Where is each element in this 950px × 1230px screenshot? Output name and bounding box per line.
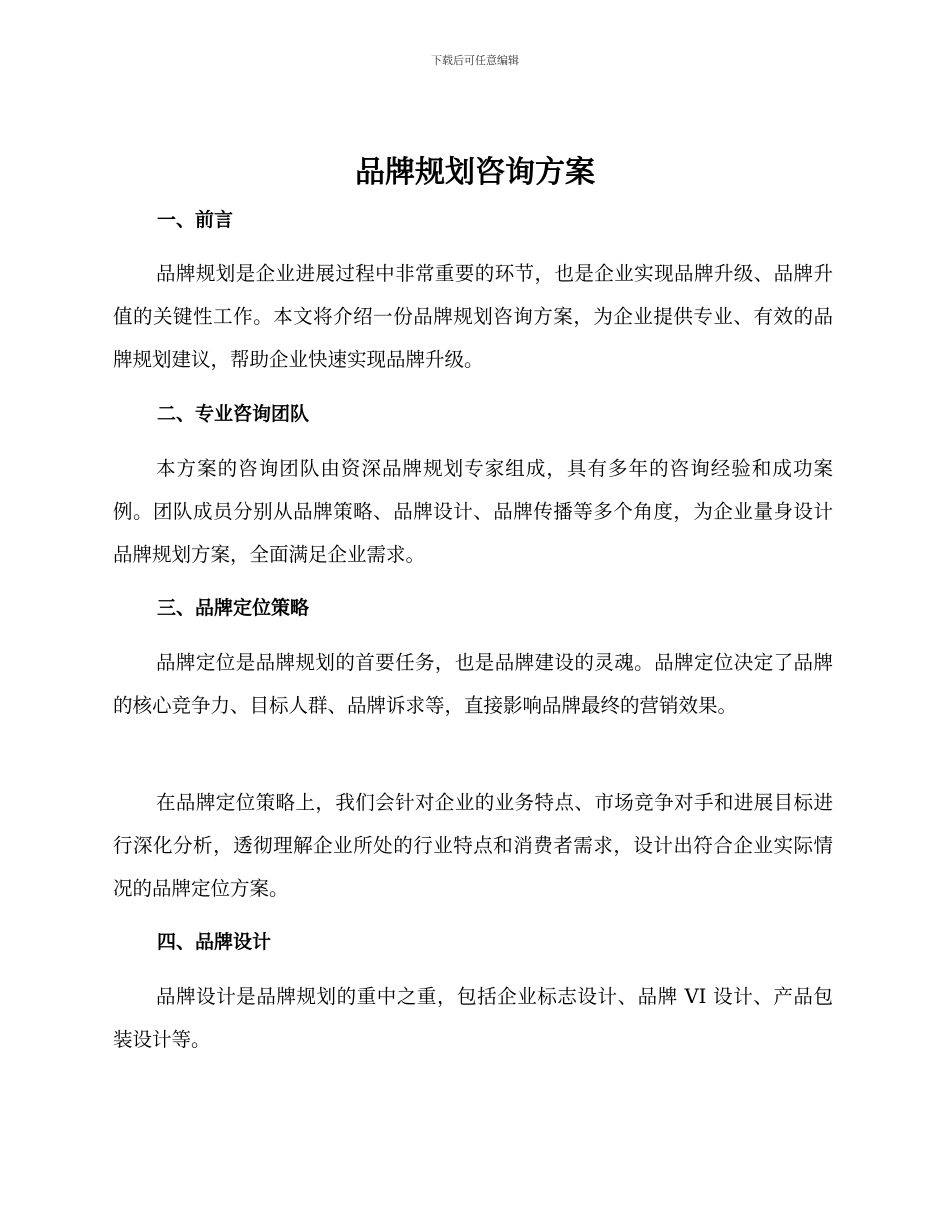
paragraph-brand-positioning-1: 品牌定位是品牌规划的首要任务，也是品牌建设的灵魂。品牌定位决定了品牌的核心竞争力、目标人群、品牌诉求等，直接影响品牌最终的营销效果。 <box>113 651 833 717</box>
paragraph-brand-design: 品牌设计是品牌规划的重中之重，包括企业标志设计、品牌 VI 设计、产品包装设计等。 <box>113 985 833 1051</box>
page-header-note: 下载后可任意编辑 <box>431 54 519 67</box>
document-title: 品牌规划咨询方案 <box>355 155 595 190</box>
paragraph-consulting-team: 本方案的咨询团队由资深品牌规划专家组成，具有多年的咨询经验和成功案例。团队成员分别从品牌策略、品牌设计、品牌传播等多个角度，为企业量身设计品牌规划方案，全面满足企业需求。 <box>113 457 833 566</box>
paragraph-preface: 品牌规划是企业进展过程中非常重要的环节，也是企业实现品牌升级、品牌升值的关键性工作。本文将介绍一份品牌规划咨询方案，为企业提供专业、有效的品牌规划建议，帮助企业快速实现品牌升级。 <box>113 262 833 371</box>
section-heading-preface: 一、前言 <box>157 209 234 231</box>
section-heading-consulting-team: 二、专业咨询团队 <box>157 403 310 425</box>
section-heading-brand-positioning: 三、品牌定位策略 <box>157 597 310 619</box>
section-heading-brand-design: 四、品牌设计 <box>157 931 272 953</box>
paragraph-brand-positioning-2: 在品牌定位策略上，我们会针对企业的业务特点、市场竞争对手和进展目标进行深化分析，透彻理解企业所处的行业特点和消费者需求，设计出符合企业实际情况的品牌定位方案。 <box>113 791 833 900</box>
